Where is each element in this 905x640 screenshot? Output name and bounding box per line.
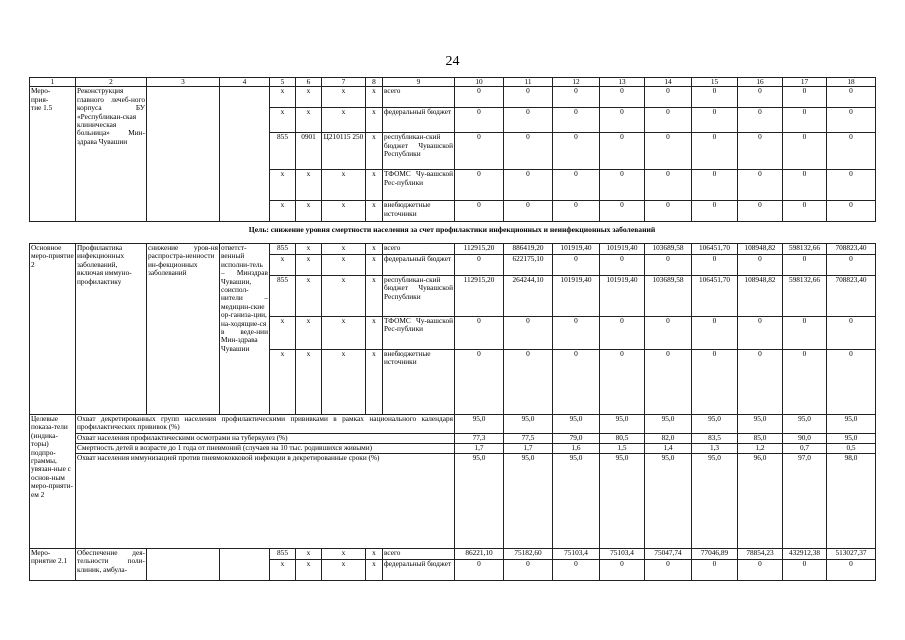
- year-value: 0: [553, 133, 600, 170]
- kbk-grbs: х: [270, 350, 296, 415]
- year-value: 0: [455, 255, 504, 276]
- year-value: 0: [455, 350, 504, 415]
- year-value: 106451,70: [692, 244, 738, 255]
- column-number: 12: [553, 78, 600, 87]
- target-value: 0,7: [783, 444, 827, 454]
- funding-source: всего: [383, 549, 455, 560]
- kbk-expense-type: х: [366, 350, 383, 415]
- year-value: 0: [738, 133, 783, 170]
- funding-source: всего: [383, 244, 455, 255]
- table-row: [30, 244, 876, 255]
- kbk-target-article: х: [322, 201, 366, 222]
- kbk-expense-type: х: [366, 560, 383, 581]
- column-number: 15: [692, 78, 738, 87]
- measure-label: Меро-приятие 2.1: [30, 549, 76, 581]
- kbk-expense-type: х: [366, 276, 383, 317]
- year-value: 0: [738, 170, 783, 201]
- year-value: 0: [692, 133, 738, 170]
- year-value: 0: [827, 560, 876, 581]
- kbk-expense-type: х: [366, 87, 383, 108]
- header-row: [30, 78, 876, 87]
- target-value: 98,0: [827, 454, 876, 549]
- year-value: 432912,38: [783, 549, 827, 560]
- year-value: 0: [600, 108, 645, 133]
- year-value: 0: [455, 108, 504, 133]
- kbk-section: х: [296, 201, 322, 222]
- kbk-target-article: х: [322, 170, 366, 201]
- year-value: 0: [553, 87, 600, 108]
- target-row: [30, 454, 876, 549]
- funding-source: ТФОМС Чу-вашской Рес-публики: [383, 170, 455, 201]
- year-value: 0: [455, 317, 504, 350]
- target-value: 95,0: [692, 454, 738, 549]
- funding-source: республикан-ский бюджет Чувашской Республики: [383, 276, 455, 317]
- kbk-target-article: х: [322, 549, 366, 560]
- year-value: 0: [827, 317, 876, 350]
- year-value: 708823,40: [827, 244, 876, 255]
- kbk-target-article: х: [322, 255, 366, 276]
- target-row: [30, 444, 876, 454]
- year-value: 0: [553, 170, 600, 201]
- kbk-target-article: х: [322, 560, 366, 581]
- year-value: 101919,40: [600, 244, 645, 255]
- kbk-expense-type: х: [366, 170, 383, 201]
- year-value: 0: [692, 350, 738, 415]
- year-value: 0: [553, 201, 600, 222]
- column-number: 1: [30, 78, 76, 87]
- column-number: 4: [220, 78, 270, 87]
- kbk-expense-type: х: [366, 201, 383, 222]
- target-value: 1,3: [692, 444, 738, 454]
- year-value: 0: [553, 108, 600, 133]
- kbk-expense-type: х: [366, 549, 383, 560]
- year-value: 0: [738, 87, 783, 108]
- year-value: 0: [692, 201, 738, 222]
- target-indicator-name: Охват населения иммунизацией против пневмококковой инфекции в декретированные сроки (%): [76, 454, 455, 549]
- kbk-section: х: [296, 87, 322, 108]
- year-value: 0: [645, 350, 692, 415]
- column-number: 13: [600, 78, 645, 87]
- year-value: 0: [553, 560, 600, 581]
- kbk-section: х: [296, 350, 322, 415]
- column-number: 6: [296, 78, 322, 87]
- column-number: 5: [270, 78, 296, 87]
- target-value: 95,0: [600, 454, 645, 549]
- year-value: 0: [504, 87, 553, 108]
- target-indicator-name: Смертность детей в возрасте до 1 года от пневмоний (случаев на 10 тыс. родившихся живыми): [76, 444, 455, 454]
- target-value: 1,4: [645, 444, 692, 454]
- year-value: 0: [827, 350, 876, 415]
- year-value: 0: [827, 133, 876, 170]
- year-value: 0: [692, 87, 738, 108]
- budget-table-bottom: [29, 243, 876, 581]
- measure-name: Реконструкция главного лечеб-ного корпуса БУ «Республикан-ская клиническая больница» Мин-здрава Чувашии: [76, 87, 147, 222]
- year-value: 513027,37: [827, 549, 876, 560]
- target-value: 95,0: [645, 415, 692, 434]
- table-row: [30, 549, 876, 560]
- funding-source: федеральный бюджет: [383, 560, 455, 581]
- column-number: 11: [504, 78, 553, 87]
- table-row: [30, 87, 876, 108]
- year-value: 0: [455, 87, 504, 108]
- target-value: 95,0: [827, 434, 876, 444]
- year-value: 0: [600, 255, 645, 276]
- year-value: 0: [504, 560, 553, 581]
- year-value: 0: [600, 170, 645, 201]
- target-value: 95,0: [504, 454, 553, 549]
- target-value: 95,0: [553, 415, 600, 434]
- year-value: 0: [600, 201, 645, 222]
- year-value: 112915,20: [455, 276, 504, 317]
- year-value: 0: [504, 170, 553, 201]
- kbk-expense-type: х: [366, 108, 383, 133]
- year-value: 0: [504, 108, 553, 133]
- kbk-grbs: 855: [270, 244, 296, 255]
- year-value: 0: [692, 317, 738, 350]
- year-value: 0: [783, 133, 827, 170]
- year-value: 75182,60: [504, 549, 553, 560]
- year-value: 0: [504, 317, 553, 350]
- target-value: 77,3: [455, 434, 504, 444]
- kbk-expense-type: х: [366, 255, 383, 276]
- year-value: 0: [645, 170, 692, 201]
- year-value: 0: [738, 201, 783, 222]
- target-value: 1,5: [600, 444, 645, 454]
- target-value: 0,5: [827, 444, 876, 454]
- kbk-target-article: х: [322, 317, 366, 350]
- target-value: 83,5: [692, 434, 738, 444]
- year-value: 101919,40: [600, 276, 645, 317]
- target-row: [30, 415, 876, 434]
- year-value: 0: [504, 350, 553, 415]
- year-value: 0: [783, 317, 827, 350]
- target-value: 1,2: [738, 444, 783, 454]
- year-value: 108948,82: [738, 276, 783, 317]
- year-value: 0: [553, 317, 600, 350]
- kbk-target-article: х: [322, 244, 366, 255]
- year-value: 108948,82: [738, 244, 783, 255]
- year-value: 0: [645, 317, 692, 350]
- target-indicator-name: Охват декретированных групп населения профилактическими прививками в рамках национального календаря профилактических прививок (%): [76, 415, 455, 434]
- year-value: 0: [645, 201, 692, 222]
- year-value: 0: [455, 560, 504, 581]
- year-value: 103689,58: [645, 244, 692, 255]
- kbk-target-article: х: [322, 276, 366, 317]
- kbk-section: х: [296, 549, 322, 560]
- year-value: 622175,10: [504, 255, 553, 276]
- year-value: 0: [692, 170, 738, 201]
- year-value: 0: [455, 170, 504, 201]
- target-value: 95,0: [504, 415, 553, 434]
- year-value: 75103,4: [600, 549, 645, 560]
- year-value: 0: [600, 560, 645, 581]
- target-value: 1,7: [504, 444, 553, 454]
- target-value: 95,0: [455, 454, 504, 549]
- kbk-grbs: х: [270, 108, 296, 133]
- year-value: 886419,20: [504, 244, 553, 255]
- target-value: 95,0: [738, 415, 783, 434]
- year-value: 0: [692, 255, 738, 276]
- funding-source: всего: [383, 87, 455, 108]
- year-value: 0: [827, 108, 876, 133]
- main-measure-label: Основное меро-приятие 2: [30, 244, 76, 415]
- year-value: 0: [827, 87, 876, 108]
- kbk-grbs: х: [270, 317, 296, 350]
- target-value: 79,0: [553, 434, 600, 444]
- year-value: 0: [827, 201, 876, 222]
- year-value: 0: [455, 133, 504, 170]
- target-row: [30, 434, 876, 444]
- year-value: 0: [504, 201, 553, 222]
- year-value: 86221,10: [455, 549, 504, 560]
- year-value: 0: [645, 87, 692, 108]
- measure-name: Обеспечение дея-тельности поли-клиник, амбула-: [76, 549, 147, 581]
- measure-label: Меро- прия- тие 1.5: [30, 87, 76, 222]
- target-indicator-name: Охват населения профилактическими осмотрами на туберкулез (%): [76, 434, 455, 444]
- funding-source: внебюджетные источники: [383, 201, 455, 222]
- year-value: 75103,4: [553, 549, 600, 560]
- year-value: 101919,40: [553, 244, 600, 255]
- year-value: 0: [504, 133, 553, 170]
- empty-cell: [220, 549, 270, 581]
- year-value: 0: [455, 201, 504, 222]
- column-number: 8: [366, 78, 383, 87]
- targets-label: Целевые показа-тели (индика-торы) подпро-граммы, увязан-ные с основ-ным меро-прияти-ем 2: [30, 415, 76, 549]
- year-value: 0: [738, 350, 783, 415]
- year-value: 106451,70: [692, 276, 738, 317]
- year-value: 0: [692, 560, 738, 581]
- kbk-section: х: [296, 244, 322, 255]
- kbk-section: 0901: [296, 133, 322, 170]
- kbk-grbs: х: [270, 170, 296, 201]
- kbk-grbs: 855: [270, 133, 296, 170]
- target-value: 95,0: [600, 415, 645, 434]
- year-value: 0: [600, 350, 645, 415]
- kbk-grbs: 855: [270, 276, 296, 317]
- column-number: 3: [147, 78, 220, 87]
- kbk-section: х: [296, 276, 322, 317]
- year-value: 0: [738, 560, 783, 581]
- kbk-section: х: [296, 255, 322, 276]
- year-value: 0: [827, 255, 876, 276]
- year-value: 0: [738, 255, 783, 276]
- year-value: 75047,74: [645, 549, 692, 560]
- kbk-section: х: [296, 560, 322, 581]
- goal-heading: Цель: снижение уровня смертности населения за счет профилактики инфекционных и неинфекционных заболеваний: [248, 225, 656, 234]
- column-number: 7: [322, 78, 366, 87]
- target-value: 95,0: [692, 415, 738, 434]
- target-value: 95,0: [827, 415, 876, 434]
- year-value: 0: [553, 255, 600, 276]
- year-value: 264244,10: [504, 276, 553, 317]
- target-value: 96,0: [738, 454, 783, 549]
- empty-cell: [147, 87, 220, 222]
- column-number: 9: [383, 78, 455, 87]
- page-number: 24: [445, 54, 460, 69]
- target-value: 82,0: [645, 434, 692, 444]
- year-value: 0: [553, 350, 600, 415]
- target-value: 95,0: [553, 454, 600, 549]
- kbk-section: х: [296, 317, 322, 350]
- budget-table-top: [29, 77, 876, 236]
- year-value: 598132,66: [783, 276, 827, 317]
- target-value: 97,0: [783, 454, 827, 549]
- year-value: 0: [783, 108, 827, 133]
- funding-source: внебюджетные источники: [383, 350, 455, 415]
- year-value: 78854,23: [738, 549, 783, 560]
- kbk-expense-type: х: [366, 244, 383, 255]
- funding-source: федеральный бюджет: [383, 108, 455, 133]
- column-number: 10: [455, 78, 504, 87]
- target-value: 95,0: [455, 415, 504, 434]
- year-value: 0: [645, 108, 692, 133]
- column-number: 16: [738, 78, 783, 87]
- year-value: 0: [645, 133, 692, 170]
- column-number: 14: [645, 78, 692, 87]
- column-number: 17: [783, 78, 827, 87]
- year-value: 101919,40: [553, 276, 600, 317]
- year-value: 103689,58: [645, 276, 692, 317]
- year-value: 0: [692, 108, 738, 133]
- year-value: 0: [783, 201, 827, 222]
- column-number: 18: [827, 78, 876, 87]
- target-value: 95,0: [783, 415, 827, 434]
- target-value: 90,0: [783, 434, 827, 444]
- year-value: 598132,66: [783, 244, 827, 255]
- year-value: 0: [783, 560, 827, 581]
- kbk-grbs: х: [270, 87, 296, 108]
- kbk-target-article: х: [322, 108, 366, 133]
- kbk-expense-type: х: [366, 133, 383, 170]
- responsible-executor: ответст-венный исполни-тель – Минздрав Чувашии, соиспол-нители – медицин-ские ор-ганиза-ции, на-ходящие-ся в веде-нии Мин-здрава Чувашии: [220, 244, 270, 415]
- year-value: 112915,20: [455, 244, 504, 255]
- kbk-grbs: 855: [270, 549, 296, 560]
- empty-cell: [147, 549, 220, 581]
- funding-source: республикан-ский бюджет Чувашской Республики: [383, 133, 455, 170]
- main-measure-name: Профилактика инфекционных заболеваний, включая иммуно-профилактику: [76, 244, 147, 415]
- kbk-target-article: х: [322, 350, 366, 415]
- target-value: 1,7: [455, 444, 504, 454]
- target-value: 95,0: [645, 454, 692, 549]
- kbk-grbs: х: [270, 560, 296, 581]
- year-value: 0: [600, 133, 645, 170]
- target-value: 80,5: [600, 434, 645, 444]
- kbk-grbs: х: [270, 255, 296, 276]
- expected-result: снижение уров-ня распростра-ненности ин-фекционных заболеваний: [147, 244, 220, 415]
- kbk-target-article: Ц210115 250: [322, 133, 366, 170]
- target-value: 85,0: [738, 434, 783, 444]
- funding-source: ТФОМС Чу-вашской Рес-публики: [383, 317, 455, 350]
- kbk-target-article: х: [322, 87, 366, 108]
- funding-source: федеральный бюджет: [383, 255, 455, 276]
- year-value: 0: [645, 560, 692, 581]
- kbk-section: х: [296, 170, 322, 201]
- empty-cell: [220, 87, 270, 222]
- target-value: 1,6: [553, 444, 600, 454]
- year-value: 708823,40: [827, 276, 876, 317]
- year-value: 0: [738, 317, 783, 350]
- kbk-expense-type: х: [366, 317, 383, 350]
- column-number: 2: [76, 78, 147, 87]
- kbk-grbs: х: [270, 201, 296, 222]
- year-value: 0: [783, 350, 827, 415]
- year-value: 0: [600, 87, 645, 108]
- year-value: 0: [827, 170, 876, 201]
- kbk-section: х: [296, 108, 322, 133]
- year-value: 0: [645, 255, 692, 276]
- year-value: 77046,89: [692, 549, 738, 560]
- year-value: 0: [783, 87, 827, 108]
- year-value: 0: [738, 108, 783, 133]
- year-value: 0: [600, 317, 645, 350]
- year-value: 0: [783, 170, 827, 201]
- year-value: 0: [783, 255, 827, 276]
- target-value: 77,5: [504, 434, 553, 444]
